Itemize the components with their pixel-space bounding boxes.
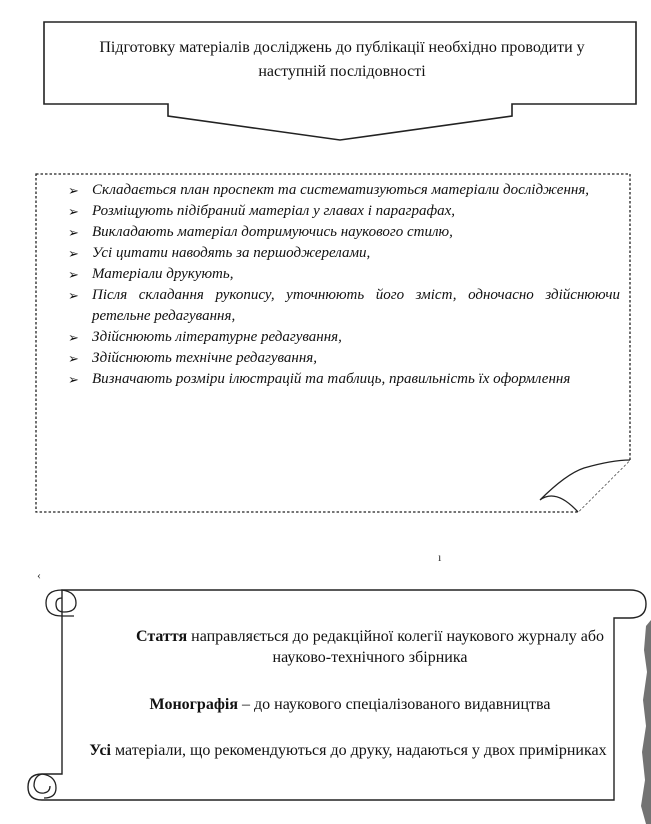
arrow-bullet-icon: ➢ <box>68 204 79 219</box>
article-paragraph <box>80 626 620 668</box>
list-item: ➢ Здійснюють технічне редагування, <box>64 348 620 369</box>
all-text: матеріали, що рекомендуються до друку, надаються у двох примірниках <box>110 742 607 759</box>
monograph-paragraph <box>80 694 620 715</box>
stray-mark: ‹ <box>37 568 41 582</box>
arrow-bullet-icon: ➢ <box>68 330 79 345</box>
monograph-text: – до наукового спеціалізованого видавництва <box>238 696 551 713</box>
all-label: Усі <box>89 742 111 759</box>
arrow-bullet-icon: ➢ <box>68 267 79 282</box>
list-item: ➢ Усі цитати наводять за першоджерелами, <box>64 243 620 264</box>
steps-list <box>64 180 620 390</box>
arrow-bullet-icon: ➢ <box>68 372 79 387</box>
arrow-bullet-icon: ➢ <box>68 225 79 240</box>
arrow-bullet-icon: ➢ <box>68 351 79 366</box>
header-text: Підготовку матеріалів досліджень до публікації необхідно проводити у наступній послідовності <box>99 39 585 80</box>
arrow-bullet-icon: ➢ <box>68 183 79 198</box>
arrow-bullet-icon: ➢ <box>68 246 79 261</box>
torn-edge <box>641 620 651 824</box>
list-item: ➢ Матеріали друкують, <box>64 264 620 285</box>
arrow-bullet-icon: ➢ <box>68 288 79 303</box>
list-item: ➢ Після складання рукопису, уточнюють його зміст, одночасно здійснюючи ретельне редагування, <box>68 287 620 324</box>
all-materials-paragraph <box>76 740 620 761</box>
list-item: ➢ Складається план проспект та систематизуються матеріали дослідження, <box>64 180 620 201</box>
article-text: направляється до редакційної колегії наукового журналу або науково-технічного збірника <box>187 628 604 666</box>
article-label: Стаття <box>136 628 188 645</box>
list-item: ➢ Розміщують підібраний матеріал у главах і параграфах, <box>64 201 620 222</box>
monograph-label: Монографія <box>149 696 238 713</box>
list-item: ➢ Викладають матеріал дотримуючись наукового стилю, <box>64 222 620 243</box>
list-item: ➢ Визначають розміри ілюстрацій та таблиць, правильність їх оформлення <box>64 369 620 390</box>
stray-mark: ı <box>438 550 442 564</box>
list-item: ➢ Здійснюють літературне редагування, <box>64 327 620 348</box>
